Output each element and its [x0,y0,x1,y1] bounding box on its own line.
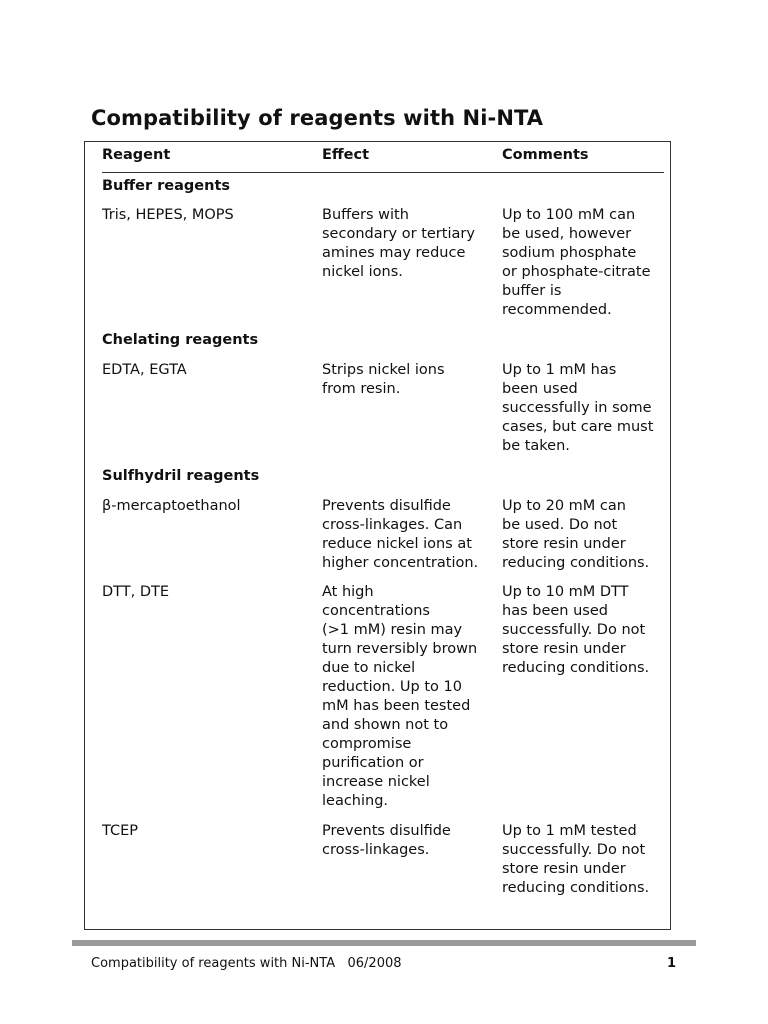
section-chelating-reagents: Chelating reagents [102,332,259,348]
row-edta-comments: Up to 1 mM has been used successfully in some cases, but care must be taken. [502,362,654,454]
header-divider [102,172,664,173]
row-edta-reagent: EDTA, EGTA [102,362,187,378]
row-dtt-effect: At high concentrations (>1 mM) resin may turn reversibly brown due to nickel reduction. Up to 10 mM has been tested and shown not to compromise purification or increase nickel leaching. [322,584,478,809]
header-comments: Comments [502,147,589,163]
row-bme-comments: Up to 20 mM can be used. Do not store resin under reducing conditions. [502,498,650,571]
row-tcep-reagent: TCEP [102,823,139,839]
header-reagent: Reagent [102,147,171,163]
row-tris-reagent: Tris, HEPES, MOPS [102,207,234,223]
row-tris-effect: Buffers with secondary or tertiary amines may reduce nickel ions. [322,207,475,280]
row-tris-comments: Up to 100 mM can be used, however sodium phosphate or phosphate-citrate buffer is recommended. [502,207,651,318]
row-bme-effect: Prevents disulfide cross-linkages. Can reduce nickel ions at higher concentration. [322,498,479,571]
row-tcep-comments: Up to 1 mM tested successfully. Do not store resin under reducing conditions. [502,823,650,896]
section-sulfhydril-reagents: Sulfhydril reagents [102,468,260,484]
row-edta-effect: Strips nickel ions from resin. [322,362,445,397]
page-title: Compatibility of reagents with Ni-NTA [91,106,544,130]
row-tcep-effect: Prevents disulfide cross-linkages. [322,823,451,858]
footer-text: Compatibility of reagents with Ni-NTA 06/2008 [91,956,402,971]
section-buffer-reagents: Buffer reagents [102,178,231,194]
row-dtt-reagent: DTT, DTE [102,584,170,600]
page-number: 1 [666,956,676,971]
row-dtt-comments: Up to 10 mM DTT has been used successfully. Do not store resin under reducing conditions. [502,584,650,676]
header-effect: Effect [322,147,370,163]
footer-rule [72,940,696,946]
row-bme-reagent: β-mercaptoethanol [102,498,241,514]
